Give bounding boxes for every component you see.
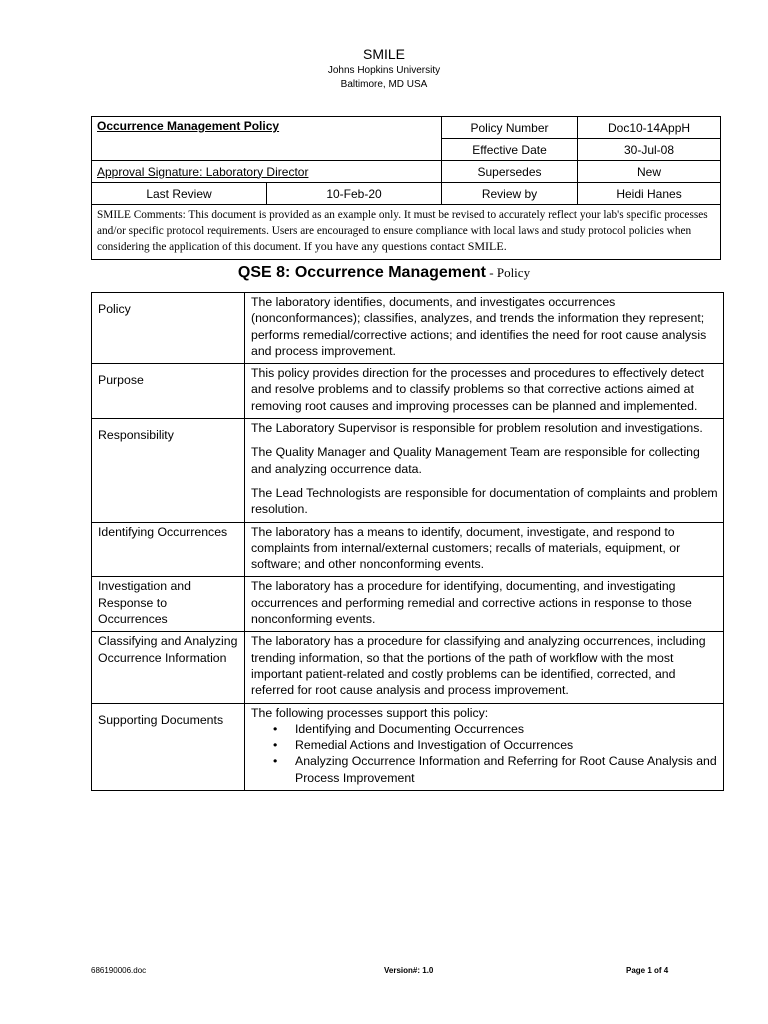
row-text-investigation: The laboratory has a procedure for identifying, documenting, and investigating occurrences and performing remedial and corrective actions in response to those nonconforming events. [245,577,724,632]
table-row [92,293,724,364]
comments-contact: If you have any questions contact SMILE. [303,239,507,253]
table-row [92,419,724,522]
list-item: • Identifying and Documenting Occurrences [295,721,718,737]
smile-comments [92,205,721,260]
approval-cell [92,161,442,183]
document-title-main: QSE 8: Occurrence Management [237,264,487,281]
row-label-investigation: Investigation and Response to Occurrences [92,577,245,632]
policy-title-cell [92,117,442,161]
supporting-list [251,721,718,786]
list-item: • Remedial Actions and Investigation of Occurrences [295,737,718,753]
table-row [92,703,724,790]
supersedes-label: Supersedes [442,161,578,183]
effective-date: 30-Jul-08 [578,139,721,161]
table-row [92,364,724,419]
row-text-identifying: The laboratory has a means to identify, document, investigate, and respond to complaints from internal/external customers; recalls of materials, equipment, or software; and other nonconforming events. [245,522,724,577]
approval-signature: Approval Signature: Laboratory Director [97,164,309,179]
responsibility-paragraph: The Lead Technologists are responsible for documentation of complaints and problem resolution. [251,485,718,517]
comments-text: SMILE Comments: This document is provided as an example only. It must be revised to accurately reflect your lab's specific processes and/or specific protocol requirements. Users are encouraged to ensure compliance with local laws and study protocol policies when considering the application of this document. [97,209,708,253]
table-row [92,522,724,577]
footer-filename: 686190006.doc [91,966,147,975]
header-location: Baltimore, MD USA [340,79,428,90]
last-review-label: Last Review [92,183,267,205]
row-label-policy: Policy [92,293,245,364]
responsibility-paragraph: The Laboratory Supervisor is responsible for problem resolution and investigations. [251,421,703,436]
row-label-identifying: Identifying Occurrences [92,522,245,577]
row-label-purpose: Purpose [92,364,245,419]
review-by-value: Heidi Hanes [578,183,721,205]
table-row [92,577,724,632]
row-label-classifying: Classifying and Analyzing Occurrence Information [92,632,245,703]
row-label-responsibility: Responsibility [92,419,245,522]
row-text-purpose: This policy provides direction for the processes and procedures to effectively detect and resolve problems and to classify problems so that corrective actions aimed at removing root causes and improving processes can be planned and implemented. [245,364,724,419]
policy-number: Doc10-14AppH [578,117,721,139]
supersedes-value: New [578,161,721,183]
policy-number-label: Policy Number [442,117,578,139]
list-item: • Analyzing Occurrence Information and Referring for Root Cause Analysis and Process Improvement [295,753,718,786]
footer-page-number: Page 1 of 4 [626,966,669,975]
document-title-suffix: - Policy [486,265,531,280]
document-title [0,264,768,282]
row-text-classifying: The laboratory has a procedure for classifying and analyzing occurrences, including trending information, so that the portions of the path of workflow with the most important patient-related and costly problems can be identified, corrected, and referred for root cause analysis and process improvement. [245,632,724,703]
row-text-responsibility [245,419,724,522]
header-org: SMILE [362,46,405,62]
policy-meta-table [91,116,721,260]
footer-version: Version#: 1.0 [384,966,434,975]
row-text-policy: The laboratory identifies, documents, and investigates occurrences (nonconformances); classifies, analyzes, and trends the information they represent; performs remedial/corrective actions; and identifies the need for root cause analysis and process improvement. [245,293,724,364]
row-label-supporting: Supporting Documents [92,703,245,790]
review-by-label: Review by [442,183,578,205]
responsibility-paragraph: The Quality Manager and Quality Management Team are responsible for collecting and analyzing occurrence data. [251,445,700,476]
policy-table [91,292,724,791]
table-row [92,632,724,703]
policy-title: Occurrence Management Policy [97,119,280,133]
last-review-value: 10-Feb-20 [267,183,442,205]
header-university: Johns Hopkins University [327,65,441,76]
effective-date-label: Effective Date [442,139,578,161]
row-text-supporting [245,703,724,790]
supporting-intro: The following processes support this policy: [251,705,489,720]
